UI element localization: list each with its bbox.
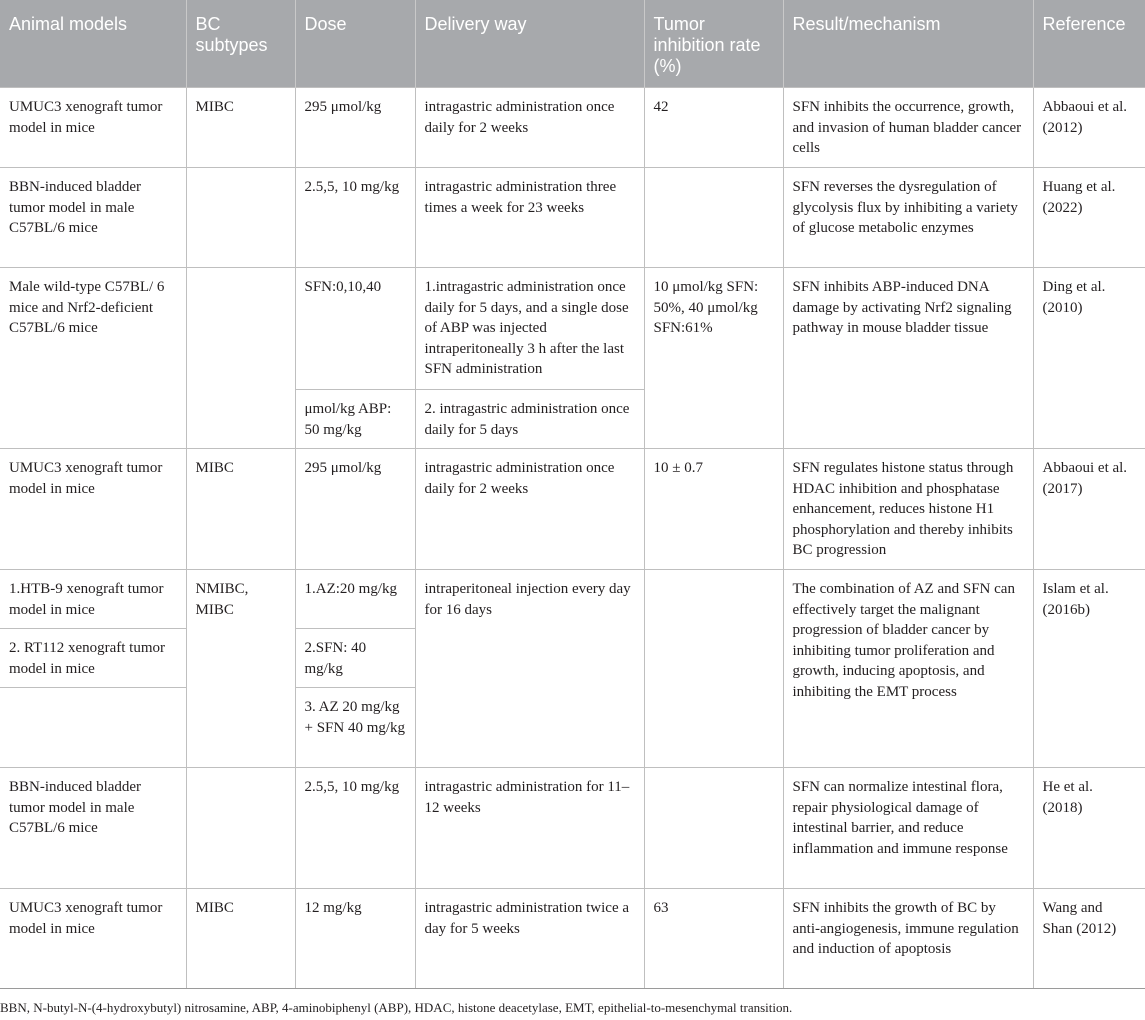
cell-bc-subtype: MIBC: [186, 88, 295, 168]
table-footnote: BBN, N-butyl-N-(4-hydroxybutyl) nitrosamine, ABP, 4-aminobiphenyl (ABP), HDAC, histone deacetylase, EMT, epithelial-to-mesenchymal transition.: [0, 1000, 793, 1015]
table-header: [0, 0, 1145, 88]
cell-inhibition-rate: [644, 168, 783, 268]
cell-animal-model: 1.HTB-9 xenograft tumor model in mice: [0, 570, 186, 629]
cell-inhibition-rate: 63: [644, 889, 783, 989]
table-row: [0, 449, 1145, 570]
cell-inhibition-rate: [644, 570, 783, 768]
cell-bc-subtype: [186, 268, 295, 449]
cell-inhibition-rate: 10 ± 0.7: [644, 449, 783, 570]
cell-delivery-way: intragastric administration once daily for 2 weeks: [415, 449, 644, 570]
cell-bc-subtype: [186, 768, 295, 889]
cell-reference: He et al. (2018): [1033, 768, 1145, 889]
cell-animal-model: BBN-induced bladder tumor model in male C57BL/6 mice: [0, 168, 186, 268]
cell-bc-subtype: MIBC: [186, 889, 295, 989]
table-row: [0, 768, 1145, 889]
cell-dose: 295 μmol/kg: [295, 88, 415, 168]
header-bc-subtypes: BC subtypes: [186, 0, 295, 88]
cell-animal-model: [0, 688, 186, 768]
cell-bc-subtype: MIBC: [186, 449, 295, 570]
table-row: [0, 268, 1145, 390]
cell-dose: 2.SFN: 40 mg/kg: [295, 629, 415, 688]
header-result-mechanism: Result/mechanism: [783, 0, 1033, 88]
cell-reference: Ding et al. (2010): [1033, 268, 1145, 449]
cell-delivery-way: intragastric administration twice a day for 5 weeks: [415, 889, 644, 989]
cell-result-mechanism: SFN inhibits the growth of BC by anti-angiogenesis, immune regulation and induction of apoptosis: [783, 889, 1033, 989]
table-row: [0, 88, 1145, 168]
table-row: [0, 168, 1145, 268]
cell-animal-model: UMUC3 xenograft tumor model in mice: [0, 889, 186, 989]
cell-result-mechanism: SFN inhibits the occurrence, growth, and invasion of human bladder cancer cells: [783, 88, 1033, 168]
cell-inhibition-rate: 42: [644, 88, 783, 168]
cell-animal-model: 2. RT112 xenograft tumor model in mice: [0, 629, 186, 688]
cell-delivery-way: intragastric administration for 11–12 weeks: [415, 768, 644, 889]
cell-animal-model: UMUC3 xenograft tumor model in mice: [0, 88, 186, 168]
cell-reference: Islam et al. (2016b): [1033, 570, 1145, 768]
cell-delivery-way: intragastric administration three times a week for 23 weeks: [415, 168, 644, 268]
header-tumor-inhibition-rate: Tumor inhibition rate (%): [644, 0, 783, 88]
cell-result-mechanism: The combination of AZ and SFN can effectively target the malignant progression of bladder cancer by inhibiting tumor proliferation and growth, inducing apoptosis, and inhibiting the EMT process: [783, 570, 1033, 768]
cell-dose: 3. AZ 20 mg/kg + SFN 40 mg/kg: [295, 688, 415, 768]
cell-result-mechanism: SFN reverses the dysregulation of glycolysis flux by inhibiting a variety of glucose metabolic enzymes: [783, 168, 1033, 268]
table-body: [0, 88, 1145, 989]
header-delivery-way: Delivery way: [415, 0, 644, 88]
cell-inhibition-rate: 10 μmol/kg SFN: 50%, 40 μmol/kg SFN:61%: [644, 268, 783, 449]
cell-delivery-way: intraperitoneal injection every day for 16 days: [415, 570, 644, 768]
cell-reference: Abbaoui et al. (2017): [1033, 449, 1145, 570]
cell-delivery-way: intragastric administration once daily for 2 weeks: [415, 88, 644, 168]
cell-bc-subtype: NMIBC, MIBC: [186, 570, 295, 768]
header-animal-models: Animal models: [0, 0, 186, 88]
cell-result-mechanism: SFN regulates histone status through HDAC inhibition and phosphatase enhancement, reduces histone H1 phosphorylation and thereby inhibits BC progression: [783, 449, 1033, 570]
cell-dose: 295 μmol/kg: [295, 449, 415, 570]
table-row: [0, 570, 1145, 629]
header-row: [0, 0, 1145, 88]
cell-bc-subtype: [186, 168, 295, 268]
cell-delivery-way: 1.intragastric administration once daily for 5 days, and a single dose of ABP was injected intraperitoneally 3 h after the last SFN administration: [415, 268, 644, 390]
cell-dose: SFN:0,10,40: [295, 268, 415, 390]
header-dose: Dose: [295, 0, 415, 88]
cell-reference: Huang et al. (2022): [1033, 168, 1145, 268]
header-reference: Reference: [1033, 0, 1145, 88]
cell-dose: 2.5,5, 10 mg/kg: [295, 168, 415, 268]
cell-result-mechanism: SFN inhibits ABP-induced DNA damage by activating Nrf2 signaling pathway in mouse bladder tissue: [783, 268, 1033, 449]
cell-delivery-way: 2. intragastric administration once daily for 5 days: [415, 390, 644, 449]
cell-dose: 1.AZ:20 mg/kg: [295, 570, 415, 629]
cell-reference: Abbaoui et al. (2012): [1033, 88, 1145, 168]
cell-inhibition-rate: [644, 768, 783, 889]
cell-dose: 2.5,5, 10 mg/kg: [295, 768, 415, 889]
cell-animal-model: BBN-induced bladder tumor model in male C57BL/6 mice: [0, 768, 186, 889]
cell-animal-model: UMUC3 xenograft tumor model in mice: [0, 449, 186, 570]
cell-dose: 12 mg/kg: [295, 889, 415, 989]
cell-animal-model: Male wild-type C57BL/ 6 mice and Nrf2-deficient C57BL/6 mice: [0, 268, 186, 449]
table-row: [0, 889, 1145, 989]
cell-dose: μmol/kg ABP: 50 mg/kg: [295, 390, 415, 449]
cell-reference: Wang and Shan (2012): [1033, 889, 1145, 989]
cell-result-mechanism: SFN can normalize intestinal flora, repair physiological damage of intestinal barrier, and reduce inflammation and immune response: [783, 768, 1033, 889]
